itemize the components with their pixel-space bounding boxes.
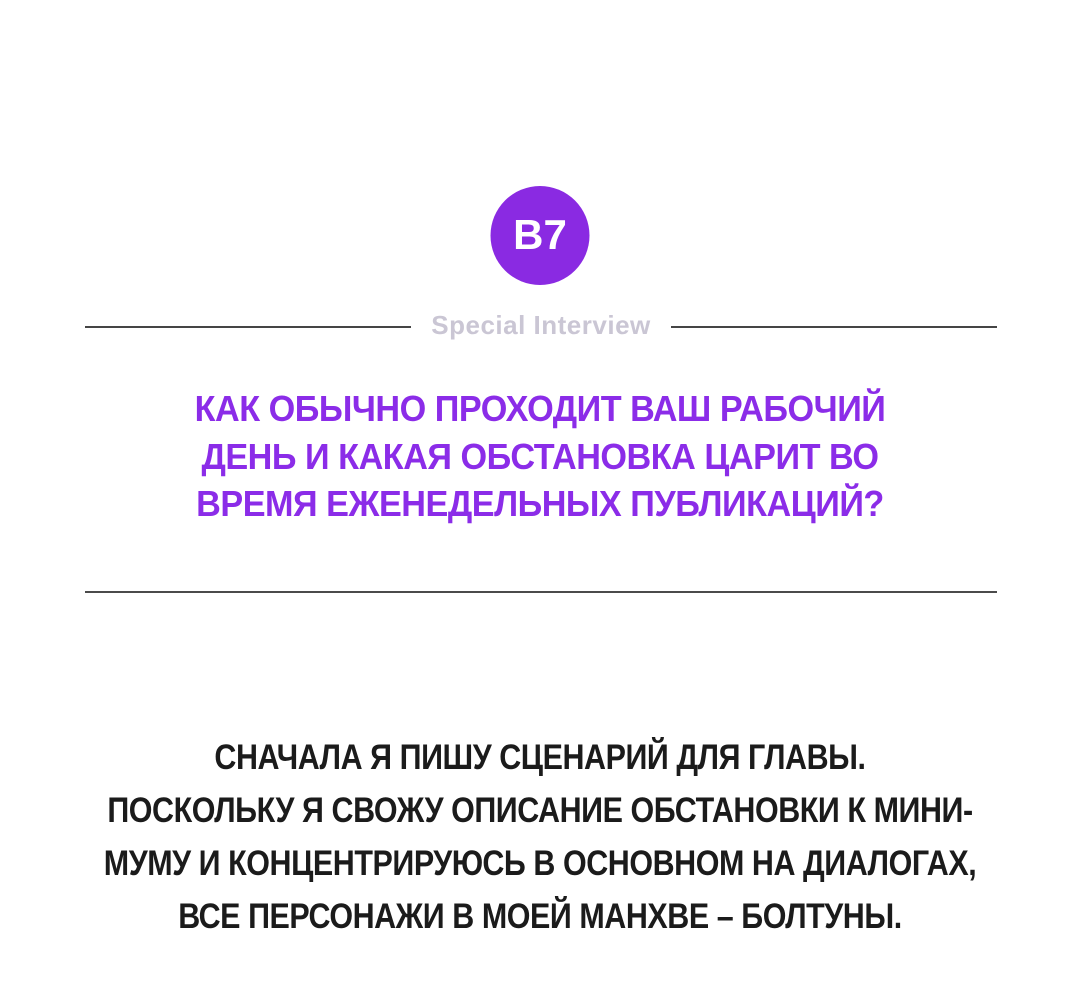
section-rule-left <box>85 326 411 328</box>
answer-line: ПОСКОЛЬКУ Я СВОЖУ ОПИСАНИЕ ОБСТАНОВКИ К МИНИ- <box>107 791 973 830</box>
question-line: КАК ОБЫЧНО ПРОХОДИТ ВАШ РАБОЧИЙ <box>194 388 886 429</box>
section-rule-right <box>671 326 997 328</box>
section-title: Special Interview <box>431 309 651 340</box>
section-header <box>85 309 997 341</box>
interview-question <box>27 385 1053 528</box>
question-line: ДЕНЬ И КАКАЯ ОБСТАНОВКА ЦАРИТ ВО <box>201 435 879 477</box>
question-line: ВРЕМЯ ЕЖЕНЕДЕЛЬНЫХ ПУБЛИКАЦИЙ? <box>196 483 884 524</box>
question-number-label: B7 <box>513 210 567 258</box>
interview-answer <box>70 731 1010 943</box>
answer-line: МУМУ И КОНЦЕНТРИРУЮСЬ В ОСНОВНОМ НА ДИАЛОГАХ, <box>103 844 977 883</box>
answer-line: ВСЕ ПЕРСОНАЖИ В МОЕЙ МАНХВЕ – БОЛТУНЫ. <box>178 897 902 936</box>
horizontal-divider <box>85 591 997 593</box>
question-number-badge <box>491 186 590 285</box>
answer-line: СНАЧАЛА Я ПИШУ СЦЕНАРИЙ ДЛЯ ГЛАВЫ. <box>214 738 866 777</box>
